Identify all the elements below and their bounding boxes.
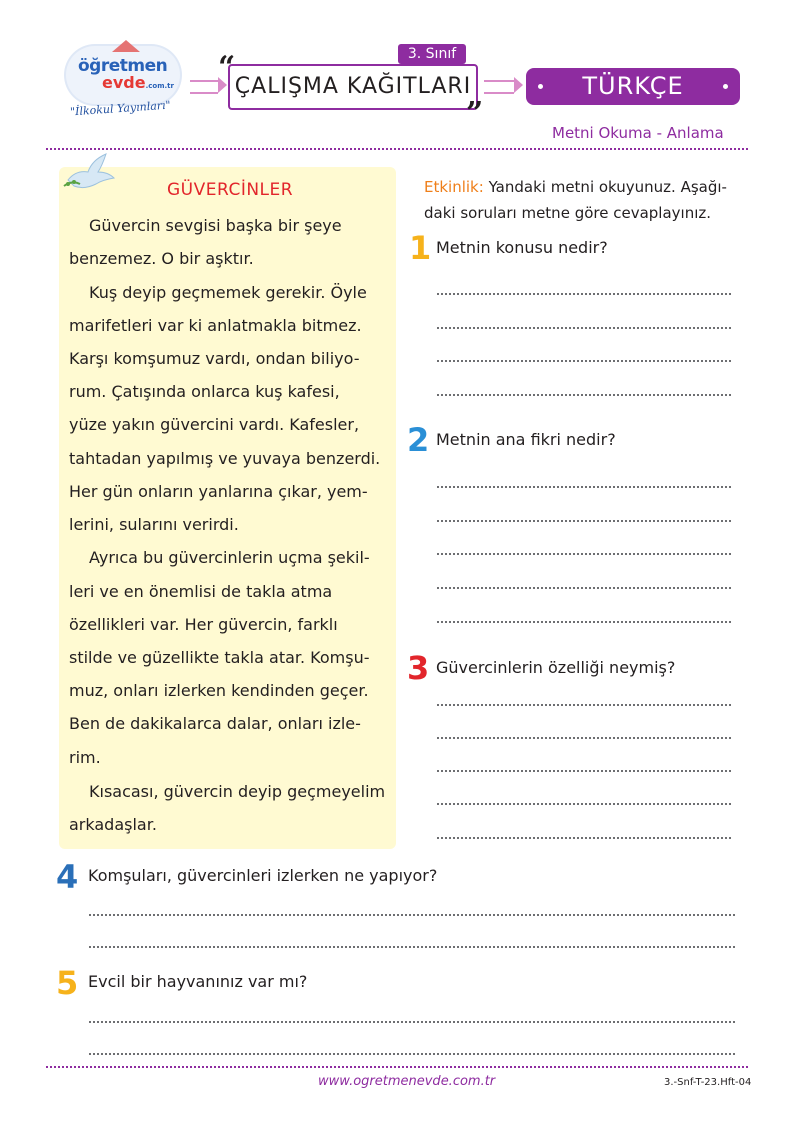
- question-text: Güvercinlerin özelliği neymiş?: [436, 658, 676, 677]
- story-line: muz, onları izlerken kendinden geçer.: [69, 681, 369, 700]
- activity-text-1: Yandaki metni okuyunuz. Aşağı-: [488, 178, 727, 196]
- logo-brand-top: öğretmen: [78, 56, 168, 76]
- story-line: rim.: [69, 748, 101, 767]
- question-number: 5: [56, 964, 79, 1002]
- answer-line[interactable]: [437, 327, 731, 329]
- answer-line[interactable]: [437, 293, 731, 295]
- story-line: Her gün onların yanlarına çıkar, yem-: [69, 482, 368, 501]
- answer-line[interactable]: [437, 704, 731, 706]
- answer-line[interactable]: [437, 486, 731, 488]
- bullet-icon: [538, 84, 543, 89]
- answer-line[interactable]: [437, 360, 731, 362]
- story-line: yüze yakın güvercini vardı. Kafesler,: [69, 415, 360, 434]
- bullet-icon: [723, 84, 728, 89]
- story-line: arkadaşlar.: [69, 815, 157, 834]
- question-text: Evcil bir hayvanınız var mı?: [88, 972, 308, 991]
- worksheet-title: ÇALIŞMA KAĞITLARI: [234, 74, 472, 99]
- story-line: Kısacası, güvercin deyip geçmeyelim: [89, 782, 386, 801]
- answer-line[interactable]: [437, 837, 731, 839]
- question-number: 4: [56, 858, 79, 896]
- arrow-right-icon: [190, 80, 218, 94]
- answer-line[interactable]: [437, 520, 731, 522]
- question-text: Metnin konusu nedir?: [436, 238, 608, 257]
- story-line: Ben de dakikalarca dalar, onları izle-: [69, 714, 361, 733]
- activity-text-2: daki soruları metne göre cevaplayınız.: [424, 204, 712, 222]
- story-line: benzemez. O bir aşktır.: [69, 249, 254, 268]
- story-line: leri ve en önemlisi de takla atma: [69, 582, 333, 601]
- story-line: marifetleri var ki anlatmakla bitmez.: [69, 316, 362, 335]
- question-text: Metnin ana fikri nedir?: [436, 430, 616, 449]
- answer-line[interactable]: [437, 770, 731, 772]
- subject-badge: [526, 68, 740, 105]
- section-label: Metni Okuma - Anlama: [552, 124, 724, 142]
- header-divider: [46, 148, 748, 150]
- answer-line[interactable]: [437, 803, 731, 805]
- subject-label: TÜRKÇE: [582, 72, 684, 100]
- story-panel: [59, 167, 396, 849]
- answer-line[interactable]: [89, 914, 735, 916]
- answer-line[interactable]: [437, 553, 731, 555]
- story-line: Kuş deyip geçmemek gerekir. Öyle: [89, 283, 367, 302]
- footer-url[interactable]: www.ogretmenevde.com.tr: [318, 1074, 496, 1089]
- logo-brand-bottom: evde.com.tr: [102, 73, 174, 92]
- open-quote-icon: “: [218, 50, 236, 85]
- story-line: özellikleri var. Her güvercin, farklı: [69, 615, 338, 634]
- question-number: 2: [407, 421, 430, 459]
- question-number: 3: [407, 649, 430, 687]
- activity-label: Etkinlik:: [424, 178, 484, 196]
- answer-line[interactable]: [89, 1053, 735, 1055]
- story-line: Karşı komşumuz vardı, ondan biliyo-: [69, 349, 360, 368]
- answer-line[interactable]: [89, 1021, 735, 1023]
- page-code: 3.-Snf-T-23.Hft-04: [664, 1077, 752, 1088]
- publisher-logo: [66, 40, 184, 126]
- story-line: Ayrıca bu güvercinlerin uçma şekil-: [89, 548, 370, 567]
- story-line: Güvercin sevgisi başka bir şeye: [89, 216, 342, 235]
- story-line: rum. Çatışında onlarca kuş kafesi,: [69, 382, 340, 401]
- question-number: 1: [409, 229, 432, 267]
- story-line: lerini, sularını verirdi.: [69, 515, 239, 534]
- house-icon: [112, 40, 140, 52]
- story-line: tahtadan yapılmış ve yuvaya benzerdi.: [69, 449, 381, 468]
- activity-instructions: [424, 174, 756, 226]
- question-text: Komşuları, güvercinleri izlerken ne yapıyor?: [88, 866, 438, 885]
- story-line: stilde ve güzellikte takla atar. Komşu-: [69, 648, 370, 667]
- answer-line[interactable]: [89, 946, 735, 948]
- grade-tag: 3. Sınıf: [398, 44, 466, 64]
- answer-line[interactable]: [437, 737, 731, 739]
- story-title: GÜVERCİNLER: [167, 180, 294, 200]
- answer-line[interactable]: [437, 394, 731, 396]
- footer-divider: [46, 1066, 748, 1068]
- logo-tagline: "İlkokul Yayınları": [69, 98, 172, 119]
- dove-icon: [62, 150, 118, 194]
- arrow-right-icon: [484, 80, 514, 94]
- close-quote-icon: ”: [466, 96, 484, 131]
- title-box: [228, 64, 478, 110]
- answer-line[interactable]: [437, 587, 731, 589]
- answer-line[interactable]: [437, 621, 731, 623]
